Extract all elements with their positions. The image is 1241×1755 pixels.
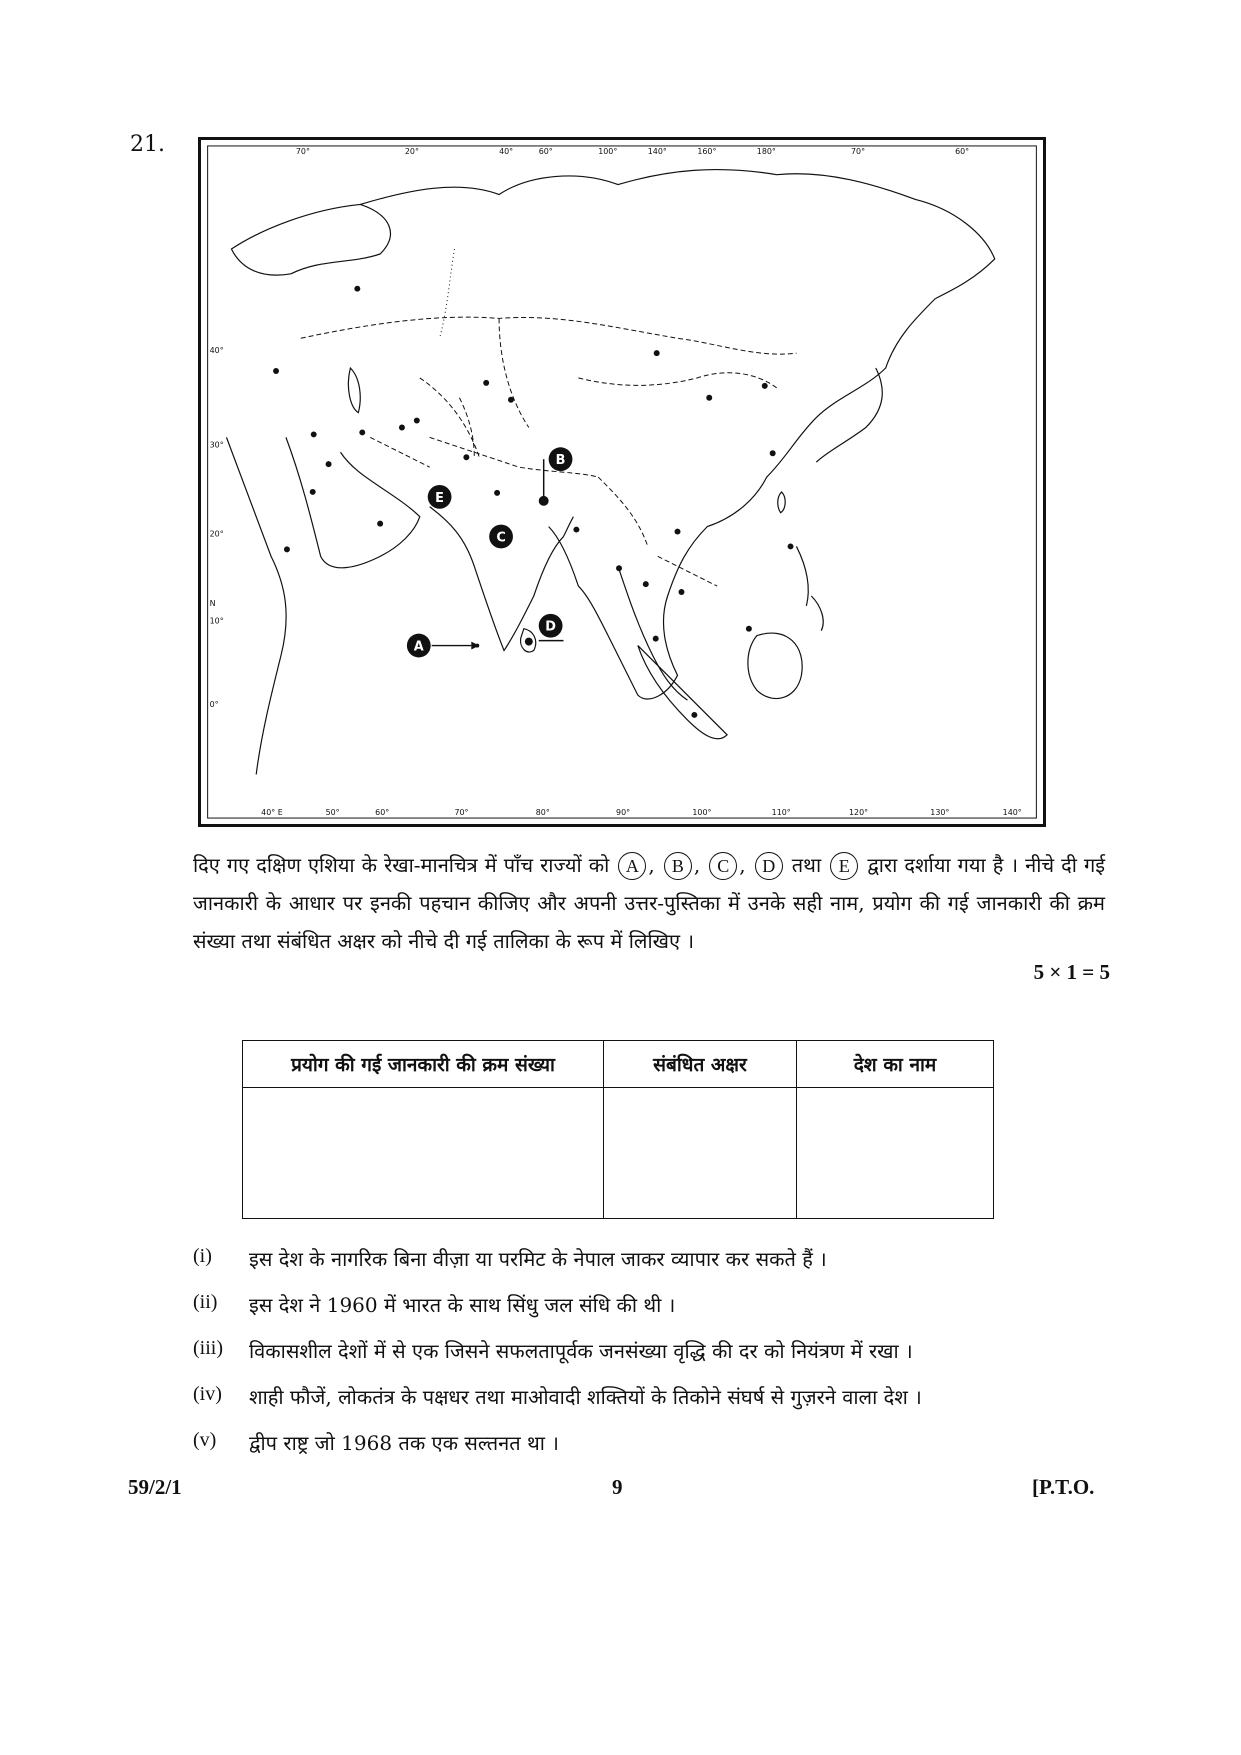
list-item bbox=[193, 1337, 1113, 1383]
capital-dots bbox=[273, 286, 793, 718]
lon-label-top: 40° bbox=[499, 146, 514, 156]
lon-label-top: 60° bbox=[955, 146, 970, 156]
item-text: इस देश के नागरिक बिना वीज़ा या परमिट के नेपाल जाकर व्यापार कर सकते हैं । bbox=[249, 1247, 827, 1271]
question-number: 21. bbox=[130, 132, 165, 157]
list-item bbox=[193, 1429, 1113, 1475]
pto-label: [P.T.O. bbox=[1032, 1475, 1095, 1499]
lat-label-left: N bbox=[209, 598, 216, 608]
answer-table bbox=[242, 1040, 994, 1219]
svg-text:E: E bbox=[435, 490, 444, 506]
lon-label-top: 100° bbox=[598, 146, 618, 156]
letter-b: B bbox=[664, 852, 692, 880]
lat-label-left: 20° bbox=[209, 529, 224, 539]
svg-text:D: D bbox=[545, 619, 556, 635]
comma: , bbox=[648, 853, 655, 877]
item-text: शाही फौजें, लोकतंत्र के पक्षधर तथा माओवादी शक्तियों के तिकोने संघर्ष से गुज़रने वाला देश । bbox=[249, 1385, 922, 1409]
lon-label-bottom: 80° bbox=[535, 808, 550, 818]
list-item bbox=[193, 1383, 1113, 1429]
column-header: देश का नाम bbox=[797, 1041, 994, 1088]
asia-outline-map bbox=[198, 137, 1046, 827]
question-text bbox=[193, 846, 1105, 960]
item-number: (v) bbox=[193, 1429, 217, 1451]
lon-label-bottom: 120° bbox=[849, 808, 869, 818]
russia-border bbox=[440, 249, 455, 338]
lon-label-bottom: 130° bbox=[930, 808, 950, 818]
pacific-coast bbox=[549, 299, 936, 699]
and-word: तथा bbox=[791, 853, 822, 877]
borneo bbox=[748, 633, 802, 698]
lon-label-bottom: 60° bbox=[375, 808, 390, 818]
lon-label-top: 20° bbox=[404, 146, 419, 156]
table-cell bbox=[243, 1088, 604, 1219]
letter-d: D bbox=[755, 852, 783, 880]
item-number: (i) bbox=[193, 1245, 212, 1267]
item-text: द्वीप राष्ट्र जो 1968 तक एक सल्तनत था । bbox=[249, 1431, 559, 1455]
item-number: (iii) bbox=[193, 1337, 223, 1359]
sea-peninsula bbox=[618, 566, 687, 700]
letter-c: C bbox=[709, 852, 737, 880]
scandinavia-coast bbox=[231, 204, 390, 275]
lon-label-top: 70° bbox=[295, 146, 310, 156]
marker-c bbox=[489, 525, 513, 549]
taiwan bbox=[778, 492, 785, 513]
svg-text:C: C bbox=[496, 530, 506, 546]
page-number: 9 bbox=[612, 1475, 623, 1499]
lat-label-left: 40° bbox=[209, 346, 224, 356]
table-cell bbox=[797, 1088, 994, 1219]
country-borders bbox=[301, 317, 797, 586]
comma: , bbox=[693, 853, 701, 877]
lon-label-top: 70° bbox=[850, 146, 866, 156]
list-item bbox=[193, 1291, 1113, 1337]
table-row bbox=[243, 1088, 994, 1219]
marks: 5 × 1 = 5 bbox=[1033, 960, 1110, 984]
question-text-part1: दिए गए दक्षिण एशिया के रेखा-मानचित्र में पाँच राज्यों को bbox=[193, 853, 610, 877]
lon-label-bottom: 100° bbox=[692, 808, 712, 818]
lon-label-bottom: 90° bbox=[616, 808, 631, 818]
marker-b bbox=[549, 447, 573, 471]
list-item bbox=[193, 1245, 1113, 1291]
lat-label-left: 0° bbox=[209, 700, 219, 710]
item-text: विकासशील देशों में से एक जिसने सफलतापूर्वक जनसंख्या वृद्धि की दर को नियंत्रण में रखा । bbox=[249, 1339, 913, 1363]
letter-e: E bbox=[830, 852, 858, 880]
item-number: (ii) bbox=[193, 1291, 218, 1313]
lon-label-bottom: 40° E bbox=[261, 808, 283, 818]
marker-d bbox=[539, 614, 563, 638]
item-text: इस देश ने 1960 में भारत के साथ सिंधु जल संधि की थी । bbox=[249, 1293, 676, 1317]
question-text-part2: द्वारा दर्शाया गया है । नीचे दी गई जानकारी के आधार पर इनकी पहचान कीजिए और अपनी उत्तर-पुस्तिका में उनके सही नाम, प्रयोग की गई जानकारी की क्रम संख्या तथा संबंधित अक्षर को नीचे दी गई तालिका के रूप में लिखिए । bbox=[193, 853, 1106, 953]
table-header-row bbox=[243, 1041, 994, 1088]
lat-label-left: 10° bbox=[209, 616, 224, 626]
lon-label-bottom: 110° bbox=[771, 808, 791, 818]
philippines bbox=[796, 546, 823, 630]
column-header: प्रयोग की गई जानकारी की क्रम संख्या bbox=[243, 1041, 604, 1088]
lon-label-bottom: 70° bbox=[454, 808, 469, 818]
lon-label-top: 180° bbox=[756, 146, 776, 156]
africa-coast bbox=[226, 437, 286, 774]
japan bbox=[816, 368, 882, 462]
comma: , bbox=[739, 853, 746, 877]
lat-label-left: 30° bbox=[209, 440, 224, 450]
item-number: (iv) bbox=[193, 1383, 222, 1405]
caspian-sea bbox=[348, 368, 360, 413]
lon-label-top: 140° bbox=[647, 146, 667, 156]
arctic-coast bbox=[360, 170, 994, 299]
marker-e bbox=[428, 485, 452, 509]
svg-text:A: A bbox=[413, 639, 424, 655]
column-header: संबंधित अक्षर bbox=[604, 1041, 797, 1088]
paper-code: 59/2/1 bbox=[128, 1475, 182, 1499]
letter-a: A bbox=[618, 852, 646, 880]
lon-label-bottom: 50° bbox=[325, 808, 340, 818]
arabia-coast bbox=[286, 437, 420, 567]
lon-label-top: 60° bbox=[538, 146, 553, 156]
lon-label-bottom: 140° bbox=[1002, 808, 1022, 818]
sumatra bbox=[638, 646, 727, 739]
table-cell bbox=[604, 1088, 797, 1219]
lon-label-top: 160° bbox=[697, 146, 717, 156]
clue-list bbox=[193, 1245, 1113, 1475]
marker-a bbox=[407, 634, 431, 658]
svg-text:B: B bbox=[555, 453, 566, 469]
